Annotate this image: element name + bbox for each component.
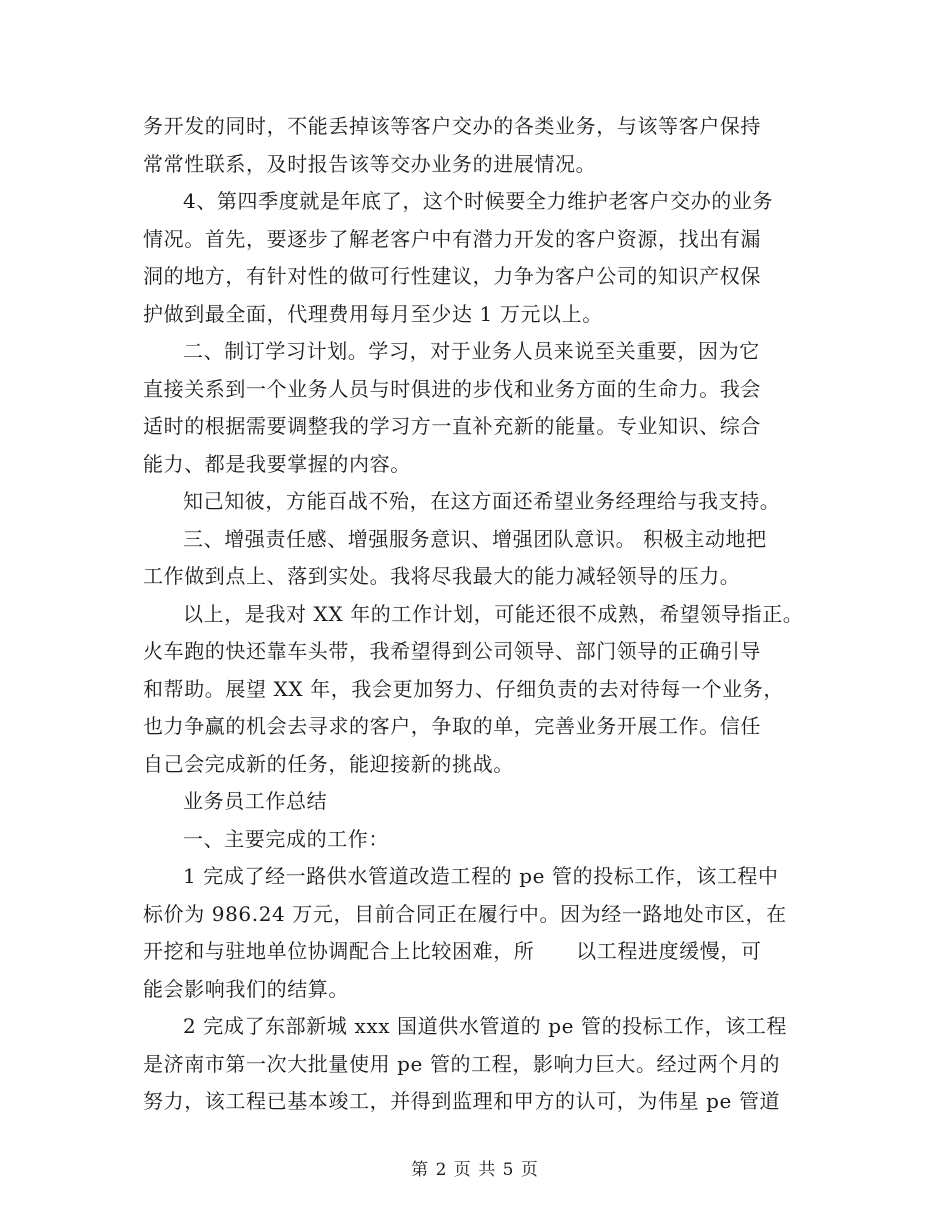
text-line: 开挖和与驻地单位协调配合上比较困难，所 以工程进度缓慢，可: [143, 939, 762, 963]
text-line: 和帮助。展望 XX 年，我会更加努力、仔细负责的去对待每一个业务，: [143, 676, 784, 701]
text-line: 情况。首先，要逐步了解老客户中有潜力开发的客户资源，找出有漏: [143, 226, 761, 251]
text-line: 适时的根据需要调整我的学习方一直补充新的能量。专业知识、综合: [143, 414, 761, 438]
text-line: 一、主要完成的工作：: [183, 826, 389, 851]
text-line: 努力，该工程已基本竣工，并得到监理和甲方的认可，为伟星 pe 管道: [143, 1089, 781, 1113]
text-line: 能会影响我们的结算。: [143, 976, 349, 1001]
text-line: 是济南市第一次大批量使用 pe 管的工程，影响力巨大。经过两个月的: [143, 1051, 781, 1076]
text-line: 火车跑的快还靠车头带，我希望得到公司领导、部门领导的正确引导: [143, 639, 761, 663]
page-number-footer: 第 2 页 共 5 页: [411, 1160, 539, 1180]
text-line: 洞的地方，有针对性的做可行性建议，力争为客户公司的知识产权保: [143, 264, 761, 288]
document-body: [143, 108, 843, 1121]
text-line: 务开发的同时，不能丢掉该等客户交办的各类业务，与该等客户保持: [143, 114, 761, 138]
text-line: 能力、都是我要掌握的内容。: [143, 451, 411, 476]
text-line: 常常性联系，及时报告该等交办业务的进展情况。: [143, 151, 597, 176]
text-line: 1 完成了经一路供水管道改造工程的 pe 管的投标工作，该工程中: [183, 864, 779, 888]
text-line: 工作做到点上、落到实处。我将尽我最大的能力减轻领导的压力。: [143, 564, 741, 588]
text-line: 2 完成了东部新城 xxx 国道供水管道的 pe 管的投标工作，该工程: [183, 1014, 787, 1038]
section-heading: 业务员工作总结: [183, 789, 328, 813]
text-line: 标价为 986.24 万元，目前合同正在履行中。因为经一路地处市区，在: [143, 901, 787, 926]
text-line: 直接关系到一个业务人员与时俱进的步伐和业务方面的生命力。我会: [143, 376, 761, 401]
text-line: 护做到最全面，代理费用每月至少达 1 万元以上。: [143, 301, 603, 326]
text-line: 知己知彼，方能百战不殆，在这方面还希望业务经理给与我支持。: [183, 489, 781, 513]
text-line: 自己会完成新的任务，能迎接新的挑战。: [143, 751, 514, 776]
text-line: 三、增强责任感、增强服务意识、增强团队意识。 积极主动地把: [183, 526, 767, 551]
text-line: 以上，是我对 XX 年的工作计划，可能还很不成熟，希望领导指正。: [183, 601, 804, 626]
text-line: 也力争赢的机会去寻求的客户，争取的单，完善业务开展工作。信任: [143, 714, 761, 738]
text-line: 4、第四季度就是年底了，这个时候要全力维护老客户交办的业务: [183, 189, 774, 213]
text-line: 二、制订学习计划。学习，对于业务人员来说至关重要，因为它: [183, 339, 760, 363]
